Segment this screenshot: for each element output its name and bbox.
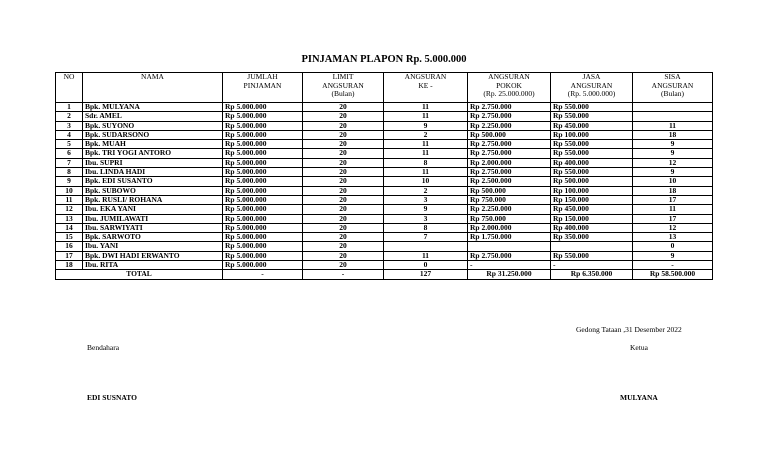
column-header [551,73,633,103]
treasurer-role: Bendahara [87,343,120,352]
table-cell: Rp 500.000 [551,177,633,186]
column-header-line: LIMIT [332,72,354,81]
column-header-line: NO [63,72,75,81]
table-cell: Rp 5.000.000 [223,130,303,139]
table-cell: Bpk. EDI SUSANTO [83,177,223,186]
column-header-line: ANGSURAN [651,80,694,90]
table-row [56,205,713,214]
table-cell: 2 [384,186,468,195]
column-header-line: ANGSURAN [404,72,447,81]
table-row [56,103,713,112]
column-header-line: SISA [664,72,681,81]
table-cell: 20 [303,140,384,149]
table-cell: Rp 2.250.000 [468,121,551,130]
total-cell: Rp 58.500.000 [633,270,713,279]
table-cell: Ibu. RITA [83,261,223,270]
table-cell: 17 [633,214,713,223]
table-cell: Rp 550.000 [551,140,633,149]
table-cell: Rp 350.000 [551,233,633,242]
table-row [56,186,713,195]
table-cell: Bpk. RUSLI/ ROHANA [83,195,223,204]
table-cell: 20 [303,103,384,112]
table-cell: 14 [56,223,83,232]
table-cell: 1 [56,103,83,112]
column-header-line: (Rp. 5.000.000) [567,89,616,99]
table-cell: Rp 5.000.000 [223,261,303,270]
table-cell: Ibu. EKA YANI [83,205,223,214]
table-row [56,121,713,130]
table-cell: 2 [384,130,468,139]
column-header [83,73,223,103]
table-cell: Ibu. YANI [83,242,223,251]
table-cell: 4 [56,130,83,139]
table-cell: Rp 2.000.000 [468,158,551,167]
column-header-line: JASA [582,72,601,81]
table-cell: 13 [633,233,713,242]
table-cell: Rp 5.000.000 [223,177,303,186]
column-header-line: JUMLAH [247,72,278,81]
table-cell: 11 [384,112,468,121]
table-cell: Rp 2.000.000 [468,223,551,232]
table-cell: 18 [633,186,713,195]
total-cell: Rp 31.250.000 [468,270,551,279]
table-cell: Rp 550.000 [551,251,633,260]
table-cell: Bpk. DWI HADI ERWANTO [83,251,223,260]
table-cell: Rp 2.750.000 [468,112,551,121]
table-cell: 12 [56,205,83,214]
table-cell: 20 [303,242,384,251]
table-cell: 20 [303,121,384,130]
table-cell: Rp 5.000.000 [223,251,303,260]
table-cell: 20 [303,130,384,139]
table-cell: Rp 500.000 [468,130,551,139]
table-row [56,149,713,158]
table-cell: Rp 5.000.000 [223,140,303,149]
column-header [384,73,468,103]
table-cell: Rp 5.000.000 [223,223,303,232]
table-cell: Rp 5.000.000 [223,158,303,167]
table-row [56,177,713,186]
table-cell: Bpk. SUDARSONO [83,130,223,139]
table-cell: Rp 5.000.000 [223,121,303,130]
table-cell: 20 [303,158,384,167]
table-row [56,261,713,270]
table-cell: Rp 5.000.000 [223,149,303,158]
table-cell: Bpk. MUAH [83,140,223,149]
table-cell: 11 [633,121,713,130]
table-cell: 11 [56,195,83,204]
table-cell: Rp 550.000 [551,168,633,177]
table-cell: Rp 5.000.000 [223,112,303,121]
table-cell: Rp 100.000 [551,186,633,195]
table-cell: 20 [303,149,384,158]
treasurer-name: EDI SUSNATO [87,393,137,402]
table-cell: 8 [384,223,468,232]
column-header [303,73,384,103]
table-cell: 20 [303,195,384,204]
table-cell: Rp 500.000 [468,186,551,195]
table-cell: 20 [303,205,384,214]
table-cell: Rp 550.000 [551,112,633,121]
table-cell: 9 [633,251,713,260]
table-cell: 20 [303,261,384,270]
total-row [56,270,713,279]
table-cell: Rp 5.000.000 [223,242,303,251]
table-cell: Rp 2.250.000 [468,205,551,214]
table-cell: Rp 550.000 [551,149,633,158]
table-cell: Rp 5.000.000 [223,233,303,242]
table-cell: Bpk. SUBOWO [83,186,223,195]
table-row [56,158,713,167]
table-cell: 3 [384,214,468,223]
table-cell: 20 [303,177,384,186]
column-header-line: POKOK [496,80,522,90]
table-cell: Rp 2.750.000 [468,140,551,149]
table-cell: 16 [56,242,83,251]
table-cell: Rp 5.000.000 [223,214,303,223]
table-row [56,112,713,121]
table-cell: 17 [56,251,83,260]
column-header-line: KE - [418,80,433,90]
table-cell: - [468,261,551,270]
table-cell: 8 [384,158,468,167]
table-cell: 3 [56,121,83,130]
table-cell: Rp 550.000 [551,103,633,112]
column-header-line: NAMA [141,72,164,81]
place-date: Gedong Tataan ,31 Desember 2022 [576,325,682,334]
table-cell: Rp 150.000 [551,214,633,223]
table-cell: Rp 5.000.000 [223,205,303,214]
table-cell: 10 [633,177,713,186]
table-cell: Ibu. JUMILAWATI [83,214,223,223]
table-cell: Bpk. TRI YOGI ANTORO [83,149,223,158]
table-cell: 20 [303,251,384,260]
table-cell: Ibu. SUPRI [83,158,223,167]
table-cell: Rp 2.750.000 [468,168,551,177]
table-cell: 2 [56,112,83,121]
table-cell: 20 [303,214,384,223]
table-cell: Rp 750.000 [468,214,551,223]
column-header-line: ANGSURAN [570,80,613,90]
table-cell: 20 [303,168,384,177]
table-row [56,214,713,223]
table-row [56,242,713,251]
table-cell: 9 [633,140,713,149]
table-cell: 9 [384,205,468,214]
column-header-line: ANGSURAN [322,80,364,90]
table-cell: 11 [384,140,468,149]
table-cell: Rp 1.750.000 [468,233,551,242]
table-header-row [56,73,713,103]
table-cell: 9 [384,121,468,130]
table-cell: - [633,261,713,270]
column-header-line: ANGSURAN [488,72,530,81]
table-cell: Rp 100.000 [551,130,633,139]
table-cell: Rp 150.000 [551,195,633,204]
table-cell: 17 [633,195,713,204]
table-cell: - [551,261,633,270]
table-cell: 13 [56,214,83,223]
table-cell: 0 [633,242,713,251]
table-row [56,233,713,242]
table-cell: 15 [56,233,83,242]
table-cell: 9 [633,168,713,177]
table-cell: 10 [56,186,83,195]
column-header-line: (Rp. 25.000.000) [483,89,535,99]
table-cell [633,103,713,112]
table-row [56,195,713,204]
table-cell: Rp 5.000.000 [223,195,303,204]
table-cell: Ibu. SARWIYATI [83,223,223,232]
total-cell: - [223,270,303,279]
table-cell [633,112,713,121]
column-header [56,73,83,103]
table-cell: 5 [56,140,83,149]
table-row [56,168,713,177]
table-row [56,223,713,232]
table-cell: 3 [384,195,468,204]
table-cell: Rp 5.000.000 [223,103,303,112]
chairman-role: Ketua [630,343,648,352]
table-cell: 18 [633,130,713,139]
table-cell: Sdr. AMEL [83,112,223,121]
page-title: PINJAMAN PLAPON Rp. 5.000.000 [301,54,467,65]
table-cell [551,242,633,251]
table-cell: 11 [633,205,713,214]
column-header [468,73,551,103]
total-cell: Rp 6.350.000 [551,270,633,279]
table-cell: Rp 2.500.000 [468,177,551,186]
table-cell: 11 [384,103,468,112]
table-cell: 18 [56,261,83,270]
column-header-line: (Bulan) [661,89,684,99]
table-cell: 7 [384,233,468,242]
table-row [56,140,713,149]
column-header [223,73,303,103]
table-cell: 0 [384,261,468,270]
total-cell: - [303,270,384,279]
table-cell: 20 [303,233,384,242]
table-cell: 20 [303,223,384,232]
table-cell: Rp 750.000 [468,195,551,204]
table-cell: 20 [303,112,384,121]
total-cell: 127 [384,270,468,279]
loan-table [55,72,713,280]
table-cell: 7 [56,158,83,167]
table-cell: 9 [633,149,713,158]
table-cell: 11 [384,149,468,158]
table-cell: Rp 400.000 [551,158,633,167]
table-cell: Rp 5.000.000 [223,168,303,177]
table-cell [468,242,551,251]
table-cell: 12 [633,158,713,167]
table-cell: 11 [384,168,468,177]
table-row [56,130,713,139]
table-cell: Rp 400.000 [551,223,633,232]
table-cell: Rp 450.000 [551,205,633,214]
table-cell: 9 [56,177,83,186]
table-cell: Rp 2.750.000 [468,251,551,260]
table-cell: Bpk. SARWOTO [83,233,223,242]
table-cell: Ibu. LINDA HADI [83,168,223,177]
table-cell: 6 [56,149,83,158]
table-cell: 12 [633,223,713,232]
table-row [56,251,713,260]
table-cell: Rp 450.000 [551,121,633,130]
table-cell [384,242,468,251]
table-cell: Bpk. SUYONO [83,121,223,130]
column-header-line: (Bulan) [331,89,355,99]
table-cell: 11 [384,251,468,260]
table-cell: Bpk. MULYANA [83,103,223,112]
table-cell: Rp 2.750.000 [468,149,551,158]
table-cell: Rp 5.000.000 [223,186,303,195]
table-cell: 20 [303,186,384,195]
table-cell: 8 [56,168,83,177]
chairman-name: MULYANA [620,393,658,402]
total-label: TOTAL [56,270,223,279]
column-header-line: PINJAMAN [243,80,282,90]
table-cell: Rp 2.750.000 [468,103,551,112]
table-cell: 10 [384,177,468,186]
column-header [633,73,713,103]
